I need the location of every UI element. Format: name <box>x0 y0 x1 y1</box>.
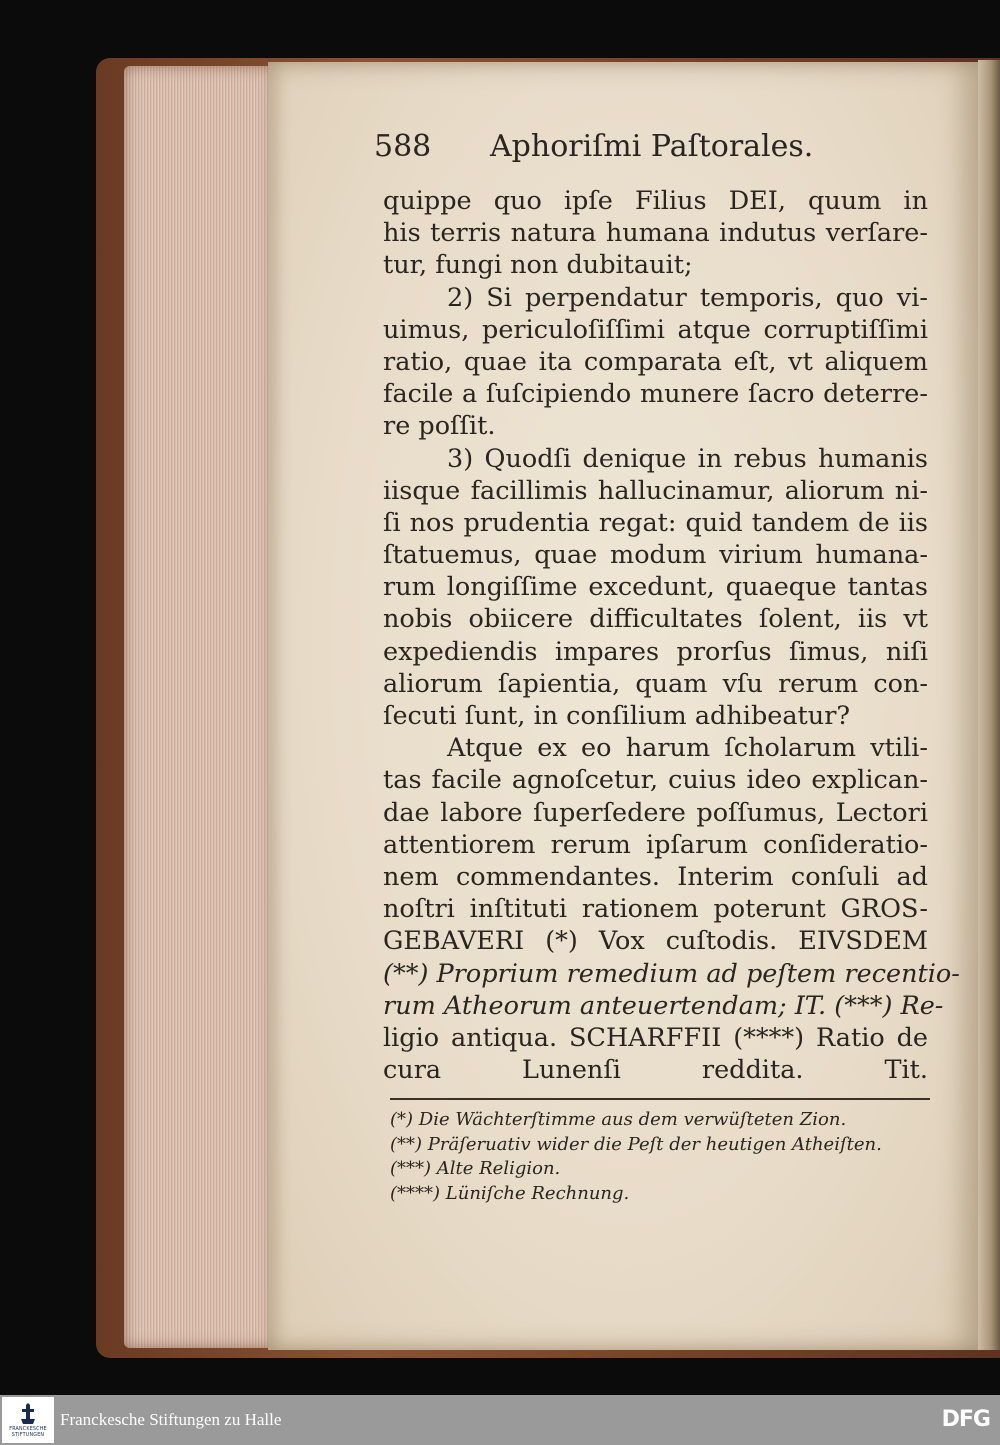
text-line: GEBAVERI (*) Vox cuſtodis. EIVSDEM <box>383 926 928 957</box>
text-line: nobis obiicere difficultates ſolent, iis vt <box>383 604 928 635</box>
text-line: uimus, periculoſiſſimi atque corruptiſſimi <box>383 314 928 345</box>
page-edges <box>124 66 274 1348</box>
dfg-logo[interactable]: DFG <box>941 1407 990 1432</box>
text-line: attentiorem rerum ipſarum conſideratio- <box>383 829 928 860</box>
page-number: 588 <box>374 129 432 164</box>
text-line: expediendis impares prorſus ſimus, niſi <box>383 636 928 667</box>
text-line: quippe quo ipſe Filius DEI, quum in <box>383 186 928 216</box>
book-gutter <box>978 60 1000 1350</box>
logo-text-line: STIFTUNGEN <box>11 1433 45 1438</box>
text-line: aliorum ſapientia, quam vſu rerum con- <box>383 668 928 699</box>
text-line: rum Atheorum anteuertendam; IT. (***) Re- <box>383 990 944 1021</box>
text-line: ratio, quae ita comparata eſt, vt aliquem <box>383 346 928 377</box>
logo-text-line: FRANCKESCHE <box>9 1427 47 1432</box>
text-line: Atque ex eo harum ſcholarum vtili- <box>447 733 928 764</box>
franckesche-emblem-icon <box>19 1403 37 1425</box>
text-line: 2) Si perpendatur temporis, quo vi- <box>447 282 928 313</box>
text-line: dae labore ſuperſedere poſſumus, Lectori <box>383 797 928 828</box>
footnote: (**) Präſeruativ wider die Peſt der heutigen Atheiſten. <box>390 1133 882 1155</box>
text-line: noſtri inſtituti rationem poterunt GROS- <box>383 894 928 925</box>
text-line: cura Lunenſi reddita. Tit. <box>383 1055 928 1086</box>
page-header <box>374 122 934 172</box>
franckesche-logo[interactable] <box>2 1397 54 1443</box>
footnotes <box>390 1108 950 1206</box>
footnote-rule <box>390 1098 930 1100</box>
text-line: tur, fungi non dubitauit; <box>383 250 693 281</box>
text-line: (**) Proprium remedium ad peſtem recentio- <box>383 958 960 989</box>
footnote: (****) Lüniſche Rechnung. <box>390 1182 630 1204</box>
text-line: iisque facillimis hallucinamur, aliorum ni- <box>383 475 928 506</box>
body-text <box>383 185 960 1086</box>
text-line: nem commendantes. Interim conſuli ad <box>383 861 928 892</box>
text-line: rum longiſſime excedunt, quaeque tantas <box>383 572 928 603</box>
viewer-footer <box>0 1395 1000 1445</box>
text-line: ſtatuemus, quae modum virium humana- <box>383 540 928 571</box>
text-line: tas facile agnoſcetur, cuius ideo explican- <box>383 765 928 796</box>
footnote: (***) Alte Religion. <box>390 1158 561 1179</box>
logo-text <box>2 1427 54 1439</box>
text-line: facile a ſuſcipiendo munere ſacro deterre- <box>383 379 928 410</box>
text-line: ligio antiqua. SCHARFFII (****) Ratio de <box>383 1022 928 1053</box>
text-line: his terris natura humana indutus verſare- <box>383 218 928 249</box>
text-line: ſi nos prudentia regat: quid tandem de iis <box>383 507 928 538</box>
running-title: Aphoriſmi Paſtorales. <box>490 129 814 164</box>
institution-name: Franckesche Stiftungen zu Halle <box>60 1410 282 1429</box>
text-line: ſecuti ſunt, in conſilium adhibeatur? <box>383 701 851 731</box>
text-line: 3) Quodſi denique in rebus humanis <box>447 443 928 474</box>
text-line: re poſſit. <box>383 411 496 442</box>
footnote: (*) Die Wächterſtimme aus dem verwüſteten Zion. <box>390 1109 847 1130</box>
